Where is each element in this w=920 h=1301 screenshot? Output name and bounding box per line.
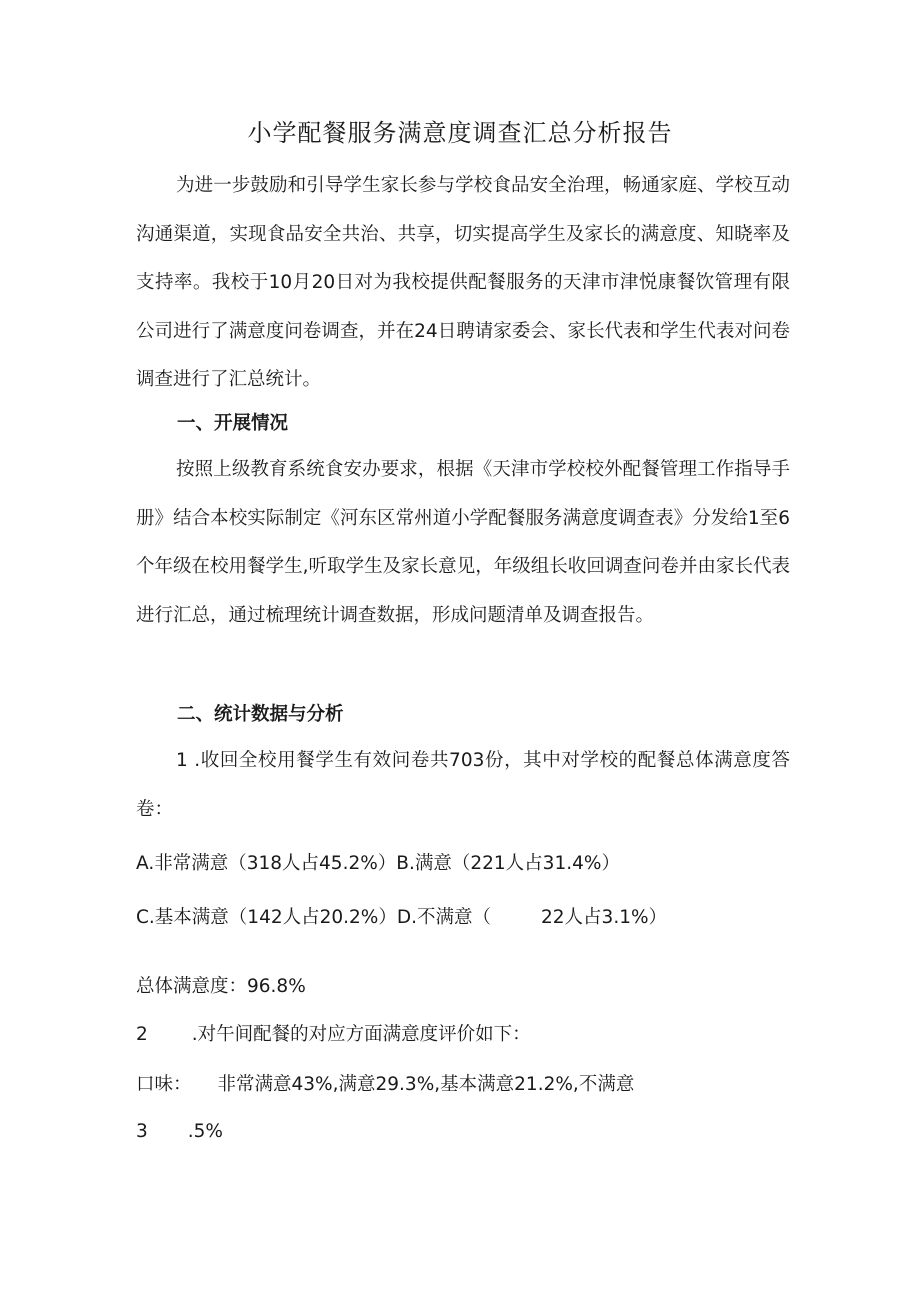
item3-number: 3 (136, 1121, 148, 1142)
result-line-a-b: A.非常满意（318人占45.2%）B.满意（221人占31.4%） (136, 853, 620, 874)
item2-text: .对午间配餐的对应方面满意度评价如下： (191, 1024, 531, 1045)
taste-line (136, 1070, 634, 1096)
result-line-c-d (136, 903, 667, 929)
overall-satisfaction: 总体满意度：96.8% (136, 976, 306, 997)
item2-number: 2 (136, 1024, 148, 1045)
section1-paragraph: 按照上级教育系统食安办要求，根据《天津市学校校外配餐管理工作指导手册》结合本校实际制定《河东区常州道小学配餐服务满意度调查表》分发给1至6个年级在校用餐学生,听取学生及家长意见，年级组长收回调查问卷并由家长代表进行汇总，通过梳理统计调查数据，形成问题清单及调查报告。 (136, 459, 790, 626)
taste-text: 非常满意43%,满意29.3%,基本满意21.2%,不满意 (217, 1074, 635, 1095)
section2-item3 (136, 1121, 223, 1142)
intro-paragraph: 为进一步鼓励和引导学生家长参与学校食品安全治理，畅通家庭、学校互动沟通渠道，实现食品安全共治、共享，切实提高学生及家长的满意度、知晓率及支持率。我校于10月20日对为我校提供配餐服务的天津市津悦康餐饮管理有限公司进行了满意度问卷调查，并在24日聘请家委会、家长代表和学生代表对问卷调查进行了汇总统计。 (136, 175, 790, 390)
taste-label: 口味： (136, 1074, 192, 1095)
item3-text: .5% (187, 1121, 224, 1142)
result-line-c-part2: 22人占3.1%） (541, 907, 668, 928)
result-line-c-part1: C.基本满意（142人占20.2%）D.不满意（ (136, 907, 492, 928)
document-title: 小学配餐服务满意度调查汇总分析报告 (247, 119, 673, 147)
section1-heading: 一、开展情况 (177, 413, 289, 434)
section2-item2 (136, 1020, 531, 1046)
section2-heading: 二、统计数据与分析 (177, 704, 344, 725)
section2-item1: 1 .收回全校用餐学生有效问卷共703份，其中对学校的配餐总体满意度答卷： (136, 750, 790, 820)
